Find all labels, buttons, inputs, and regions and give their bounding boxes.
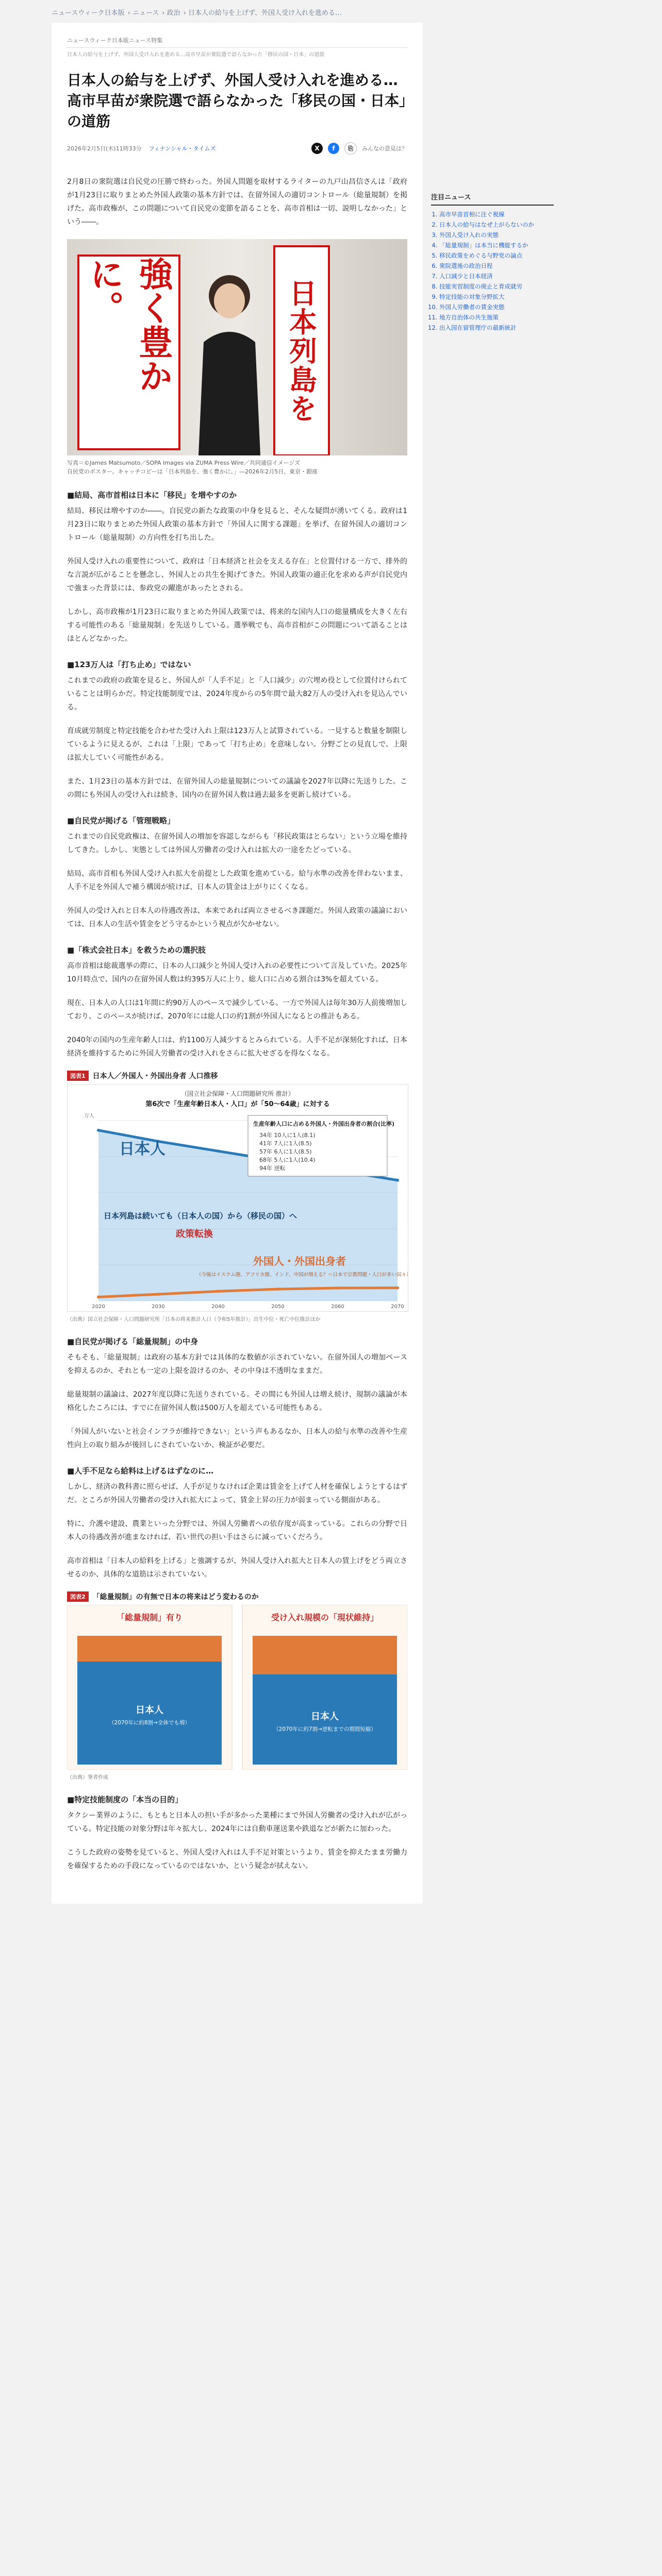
section-6: [67, 1465, 407, 1581]
sidebar-title: 注目ニュース: [431, 192, 554, 206]
person-figure: [196, 265, 263, 455]
x-tick-label: 2070: [391, 1304, 404, 1310]
sidebar-item[interactable]: 5. 移民政策をめぐる与野党の論点: [439, 251, 554, 260]
section-heading: ■特定技能制度の「本当の目的」: [67, 1795, 183, 1804]
paragraph: 外国人の受け入れと日本人の待遇改善は、本来であれば両立させるべき課題だ。外国人政策の議論においては、日本人の生活や賃金をどう守るかという視点が欠かせない。: [67, 907, 407, 928]
section-heading: ■123万人は「打ち止め」ではない: [67, 660, 191, 669]
article-title: 日本人の給与を上げず、外国人受け入れを進める…高市早苗が衆院選で語らなかった「移民の国・日本」の道筋: [67, 72, 407, 130]
section-7: [67, 1794, 407, 1873]
figure-title: 日本人／外国人・外国出身者 人口推移: [92, 1072, 218, 1080]
paragraph: 育成就労制度と特定技能を合わせた受け入れ上限は123万人と試算されている。一見すると数量を制限しているように見えるが、これは「上限」であって「打ち止め」を意味しない。分野ごとの見直しで、上限は拡大していく可能性がある。: [67, 727, 407, 762]
sidebar-item[interactable]: 12. 出入国在留管理庁の最新統計: [439, 323, 554, 332]
breadcrumb-item[interactable]: ニュースウィーク日本版: [52, 9, 125, 17]
section-heading: ■自民党が掲げる「管理戦略」: [67, 816, 175, 825]
paragraph: タクシー業界のように、もともと日本人の担い手が多かった業種にまで外国人労働者の受け入れが広がっている。特定技能の対象分野は年々拡大し、2024年には自動車運送業や鉄道などが新たに加わった。: [67, 1811, 407, 1833]
section-heading: ■人手不足なら給料は上げるはずなのに…: [67, 1466, 214, 1476]
article-photo: [67, 239, 407, 455]
annotation-orange: 外国人・外国出身者: [253, 1255, 346, 1267]
link-copy-icon[interactable]: ⎘: [344, 142, 357, 155]
population-chart: [67, 1084, 408, 1312]
x-tick-label: 2020: [92, 1304, 105, 1310]
ratio-box-row: 94年 逆転: [259, 1165, 286, 1172]
breadcrumb: ニュースウィーク日本版 › ニュース › 政治 › 日本人の給与を上げず、外国人受け入れを進める…: [52, 9, 342, 17]
poster-right: [273, 245, 330, 455]
x-tick-label: 2040: [211, 1304, 225, 1310]
sidebar-item[interactable]: 9. 特定技能の対象分野拡大: [439, 292, 554, 301]
paragraph: これまでの自民党政権は、在留外国人の増加を容認しながらも「移民政策はとらない」という立場を維持してきた。しかし、実態としては外国人労働者の受け入れは拡大の一途をたどっている。: [67, 833, 407, 854]
sidebar-item[interactable]: 3. 外国人受け入れの実態: [439, 230, 554, 240]
x-tick-label: 2050: [271, 1304, 285, 1310]
article-author[interactable]: フィナンシャル・タイムズ: [148, 145, 216, 152]
section-3: [67, 815, 407, 931]
paragraph: 現在、日本人の人口は1年間に約90万人のペースで減少している。一方で外国人は毎年30万人前後増加しており、このペースが続けば、2070年には総人口の約1割が外国人になるとの推計もある。: [67, 999, 407, 1021]
category-label[interactable]: ニュースウィーク日本版ニュース特集: [67, 36, 407, 48]
breadcrumb-item[interactable]: ニュース: [132, 9, 159, 17]
data-point: [217, 1149, 220, 1153]
poster-right-text: 日本列島を: [285, 279, 318, 423]
bar-foreign: [77, 1636, 222, 1662]
sidebar-item[interactable]: 6. 衆院選後の政治日程: [439, 261, 554, 270]
paragraph: これまでの政府の政策を見ると、外国人が「人手不足」と「人口減少」の穴埋め役として位置付けられていることは明らかだ。特定技能制度では、2024年度からの5年間で最大82万人の受け入れを見込んでいる。: [67, 676, 407, 711]
figure-tag: 図表2: [67, 1591, 89, 1602]
panel-title: 受け入れ規模の「現状維持」: [271, 1613, 379, 1622]
paragraph: 2040年の国内の生産年齢人口は、約1100万人減少するとみられている。人手不足が深刻化すれば、日本経済を維持するために外国人労働者の受け入れをさらに拡大せざるを得なくなる。: [67, 1036, 407, 1058]
sidebar-item[interactable]: 7. 人口減少と日本経済: [439, 272, 554, 281]
bar-sublabel: （2070年に約7割→逆転までの期間短縮）: [273, 1726, 376, 1733]
sidebar-item[interactable]: 11. 地方自治体の共生施策: [439, 313, 554, 322]
data-point: [396, 1286, 399, 1290]
chart-title: 第6次で「生産年齢日本人・人口」が「50～64歳」に対する: [145, 1100, 330, 1108]
chart-subtitle: （国立社会保障・人口問題研究所 推計）: [181, 1090, 294, 1097]
paragraph: 結局、高市首相も外国人受け入れ拡大を前提とした政策を進めている。給与水準の改善を伴わないまま、人手不足を外国人で補う構図が続けば、日本人の賃金は上がりにくくなる。: [67, 870, 407, 891]
ratio-box-row: 57年 6人に1人(8.5): [259, 1148, 312, 1155]
article-date: 2026年2月5日(木)11時33分: [67, 145, 142, 152]
x-share-icon[interactable]: X: [311, 143, 323, 154]
data-point: [217, 1290, 220, 1293]
paragraph: 高市首相は総裁選挙の際に、日本の人口減少と外国人受け入れの必要性について言及していた。2025年10月時点で、国内の在留外国人数は約395万人に上り、総人口に占める割合は3%を超えている。: [67, 962, 407, 984]
ratio-box-row: 68年 5人に1人(10.4): [259, 1157, 316, 1163]
sidebar-item[interactable]: 2. 日本人の給与はなぜ上がらないのか: [439, 220, 554, 229]
ratio-box-title: 生産年齢人口に占める外国人・外国出身者の割合(比率): [253, 1121, 395, 1127]
facebook-share-icon[interactable]: f: [328, 143, 339, 154]
data-point: [97, 1129, 100, 1132]
x-tick-label: 2060: [331, 1304, 344, 1310]
ratio-box-row: 34年 10人に1人(8.1): [259, 1132, 316, 1139]
sidebar-item[interactable]: 10. 外国人労働者の賃金実態: [439, 302, 554, 312]
annotation-red: 政策転換: [176, 1229, 213, 1240]
breadcrumb-item[interactable]: 政治: [167, 9, 180, 17]
data-point: [276, 1287, 279, 1291]
bar-sublabel: （2070年に約8割→全体でも増）: [109, 1720, 190, 1726]
article-meta: [67, 142, 407, 155]
figure-2-label: [67, 1591, 407, 1602]
bar-label: 日本人: [311, 1711, 339, 1722]
bar-label: 日本人: [136, 1705, 163, 1716]
article-subtitle: 日本人の給与を上げず、外国人受け入れを進める…高市早苗が衆院選で語らなかった「移民の国・日本」の道筋: [67, 52, 325, 58]
regulation-chart: [67, 1605, 407, 1770]
section-heading: ■「株式会社日本」を救うための選択肢: [67, 945, 206, 955]
bar-foreign: [253, 1636, 397, 1674]
paragraph: 特に、介護や建設、農業といった分野では、外国人労働者への依存度が高まっている。これらの分野で日本人の待遇改善が進まなければ、若い世代の担い手はさらに減っていくだろう。: [67, 1520, 407, 1541]
breadcrumb-item: 日本人の給与を上げず、外国人受け入れを進める…: [188, 9, 342, 17]
paragraph: 高市首相は「日本人の給料を上げる」と強調するが、外国人受け入れ拡大と日本人の賃上げをどう両立させるのか、具体的な道筋は示されていない。: [67, 1557, 407, 1579]
sidebar-item[interactable]: 1. 高市早苗首相に注ぐ視線: [439, 210, 554, 219]
paragraph: 外国人受け入れの重要性について、政府は「日本経済と社会を支える存在」と位置付ける一方で、排外的な言説が広がることを懸念し、外国人との共生を掲げてきた。外国人政策の適正化を求める声が自民党内で強まった背景には、参政党の躍進があったとされる。: [67, 557, 407, 592]
intro-paragraph: 2月8日の衆院選は自民党の圧勝で終わった。外国人問題を取材するライターの九戸山昌信さんは「政府が1月23日に取りまとめた外国人政策の基本方針では、在留外国人の適切コントロール（総量規制）を掲げた。高市政権が、この問題について自民党の変節を語ることを、高市首相は一切、説明しなかった」という――。: [67, 178, 407, 226]
paragraph: 総量規制の議論は、2027年度以降に先送りされている。その間にも外国人は増え続け、規制の議論が本格化したころには、すでに在留外国人数は500万人を超えている可能性もある。: [67, 1391, 407, 1412]
population-chart-svg: [68, 1084, 408, 1311]
regulation-chart-svg: [67, 1605, 407, 1770]
poster-left-text: 強く豊かに。: [84, 257, 173, 393]
sidebar-list: [431, 210, 554, 332]
figure-2-note: （出典）筆者作成: [67, 1775, 108, 1781]
ratio-box-row: 41年 7人に1人(8.5): [259, 1140, 312, 1147]
data-point: [396, 1179, 399, 1182]
data-point: [97, 1295, 100, 1298]
poster-left: [77, 255, 180, 450]
panel-title: 「総量規制」有り: [116, 1613, 183, 1622]
paragraph: しかし、高市政権が1月23日に取りまとめた外国人政策では、将来的な国内人口の総量構成を大きく左右する可能性のある「総量規制」を先送りしている。選挙戦でも、高市首相がこの問題について語ることはほとんどなかった。: [67, 608, 407, 643]
sidebar-item[interactable]: 4. 「総量規制」は本当に機能するか: [439, 241, 554, 250]
article: [52, 23, 423, 1904]
figure-title: 「総量規制」の有無で日本の将来はどう変わるのか: [92, 1593, 259, 1601]
section-heading: ■結局、高市首相は日本に「移民」を増やすのか: [67, 490, 237, 500]
annotation-orange-sub: （今後はイスラム圏、アフリカ圏、インド、中国が増える？＝日本で宗教問題・人口が多い国々）: [196, 1272, 408, 1278]
paragraph: そもそも、「総量規制」は政府の基本方針では具体的な数値が示されていない。在留外国人の増加ペースを抑えるのか、それとも一定の上限を設けるのか、その中身は不透明なままだ。: [67, 1353, 407, 1375]
x-tick-label: 2030: [152, 1304, 165, 1310]
figure-tag: 図表1: [67, 1071, 89, 1081]
annotation-left: 日本列島は続いても（日本人の国）から（移民の国）へ: [104, 1211, 297, 1221]
series-label-japanese: 日本人: [119, 1140, 166, 1158]
paragraph: また、1月23日の基本方針では、在留外国人の総量規制についての議論を2027年以降に先送りした。この間にも外国人の受け入れは続き、国内の在留外国人数は過去最多を更新し続けている。: [67, 777, 407, 799]
section-heading: ■自民党が掲げる「総量規制」の中身: [67, 1337, 198, 1346]
photo-caption: 写真＝©James Matsumoto／SOPA Images via ZUMA Press Wire／共同通信イメージズ 自民党のポスター。キャッチコピーは「日本列島を、強く豊かに。」―2026年2月5日、東京・銀座: [67, 460, 318, 475]
section-4: [67, 944, 407, 1060]
sidebar-item[interactable]: 8. 技能実習制度の廃止と育成就労: [439, 282, 554, 291]
section-5: [67, 1336, 407, 1452]
comment-link[interactable]: みんなの意見は？: [362, 145, 407, 152]
y-axis-label: 万人: [84, 1113, 94, 1119]
figure-1-note: （出典）国立社会保障・人口問題研究所「日本の将来推計人口（令和5年推計）」出生中位・死亡中位推計ほか: [67, 1317, 321, 1323]
figure-1-label: [67, 1071, 407, 1081]
paragraph: 「外国人がいないと社会インフラが維持できない」という声もあるなか、日本人の給与水準の改善や生産性向上の取り組みが後回しにされていないか、検証が必要だ。: [67, 1428, 407, 1449]
section-1: [67, 489, 407, 646]
paragraph: 結局、移民は増やすのか――。自民党の新たな政策の中身を見ると、そんな疑問が湧いてくる。政府は1月23日に取りまとめた外国人政策の基本方針で「外国人に関する課題」を挙げ、在留外国人の適切コントロール（総量規制）の方向性を打ち出した。: [67, 507, 407, 542]
section-2: [67, 659, 407, 802]
data-point: [157, 1293, 160, 1296]
paragraph: しかし、経済の教科書に照らせば、人手が足りなければ企業は賃金を上げて人材を確保しようとするはずだ。ところが外国人労働者の受け入れ拡大によって、賃金上昇の圧力が弱まっている側面がある。: [67, 1483, 407, 1504]
data-point: [336, 1286, 339, 1290]
sidebar: [431, 192, 554, 333]
paragraph: こうした政府の姿勢を見ていると、外国人受け入れは人手不足対策というより、賃金を抑えたまま労働力を確保するための手段になっているのではないか、という疑念が拭えない。: [67, 1849, 407, 1870]
